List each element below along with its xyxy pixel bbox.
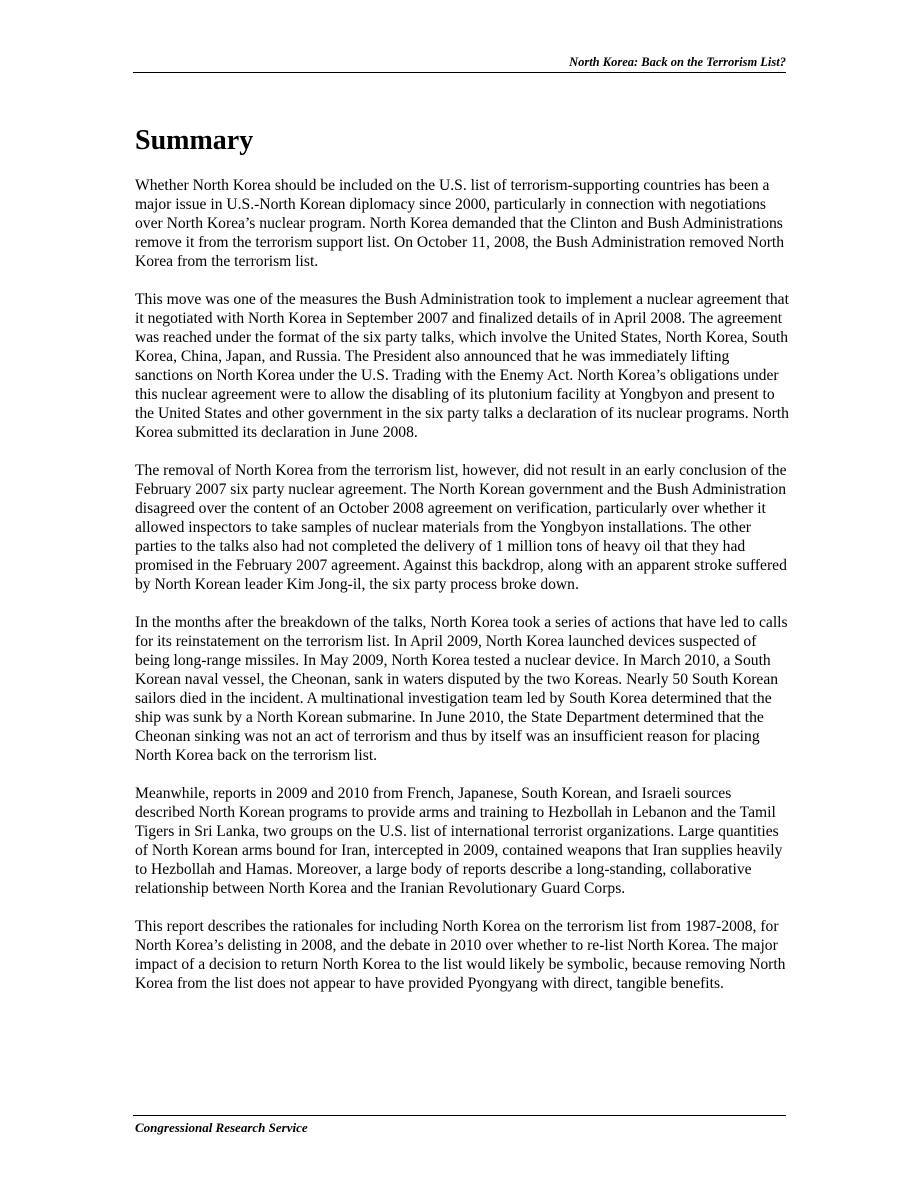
paragraph: In the months after the breakdown of the talks, North Korea took a series of actions that have led to calls for its reinstatement on the terrorism list. In April 2009, North Korea launched devices suspected of being long-range missiles. In May 2009, North Korea tested a nuclear device. In March 2010, a South Korean naval vessel, the Cheonan, sank in waters disputed by the two Koreas. Nearly 50 South Korean sailors died in the incident. A multinational investigation team led by South Korea determined that the ship was sunk by a North Korean submarine. In June 2010, the State Department determined that the Cheonan sinking was not an act of terrorism and thus by itself was an insufficient reason for placing North Korea back on the terrorism list.	[135, 614, 788, 764]
summary-body	[135, 176, 791, 1012]
paragraph: Meanwhile, reports in 2009 and 2010 from French, Japanese, South Korean, and Israeli sources described North Korean programs to provide arms and training to Hezbollah in Lebanon and the Tamil Tigers in Sri Lanka, two groups on the U.S. list of international terrorist organizations. Large quantities of North Korean arms bound for Iran, intercepted in 2009, contained weapons that Iran supplies heavily to Hezbollah and Hamas. Moreover, a large body of reports describe a long-standing, collaborative relationship between North Korea and the Iranian Revolutionary Guard Corps.	[135, 785, 783, 897]
paragraph: Whether North Korea should be included on the U.S. list of terrorism-supporting countries has been a major issue in U.S.-North Korean diplomacy since 2000, particularly in connection with negotiations over North Korea’s nuclear program. North Korea demanded that the Clinton and Bush Administrations remove it from the terrorism support list. On October 11, 2008, the Bush Administration removed North Korea from the terrorism list.	[135, 177, 785, 270]
footer-divider	[133, 1115, 786, 1116]
paragraph: The removal of North Korea from the terrorism list, however, did not result in an early conclusion of the February 2007 six party nuclear agreement. The North Korean government and the Bush Administration disagreed over the content of an October 2008 agreement on verification, particularly over whether it allowed inspectors to take samples of nuclear materials from the Yongbyon installations. The other parties to the talks also had not completed the delivery of 1 million tons of heavy oil that they had promised in the February 2007 agreement. Against this backdrop, along with an apparent stroke suffered by North Korean leader Kim Jong-il, the six party process broke down.	[135, 462, 787, 593]
footer-source: Congressional Research Service	[135, 1120, 308, 1135]
running-header: North Korea: Back on the Terrorism List?	[569, 55, 786, 69]
section-title: Summary	[135, 125, 254, 156]
paragraph: This report describes the rationales for including North Korea on the terrorism list from 1987-2008, for North Korea’s delisting in 2008, and the debate in 2010 over whether to re-list North Korea. The major impact of a decision to return North Korea to the list would likely be symbolic, because removing North Korea from the list does not appear to have provided Pyongyang with direct, tangible benefits.	[135, 918, 786, 992]
header-divider	[133, 72, 786, 73]
paragraph: This move was one of the measures the Bush Administration took to implement a nuclear agreement that it negotiated with North Korea in September 2007 and finalized details of in April 2008. The agreement was reached under the format of the six party talks, which involve the United States, North Korea, South Korea, China, Japan, and Russia. The President also announced that he was immediately lifting sanctions on North Korea under the U.S. Trading with the Enemy Act. North Korea’s obligations under this nuclear agreement were to allow the disabling of its plutonium facility at Yongbyon and present to the United States and other government in the six party talks a declaration of its nuclear programs. North Korea submitted its declaration in June 2008.	[135, 291, 789, 441]
